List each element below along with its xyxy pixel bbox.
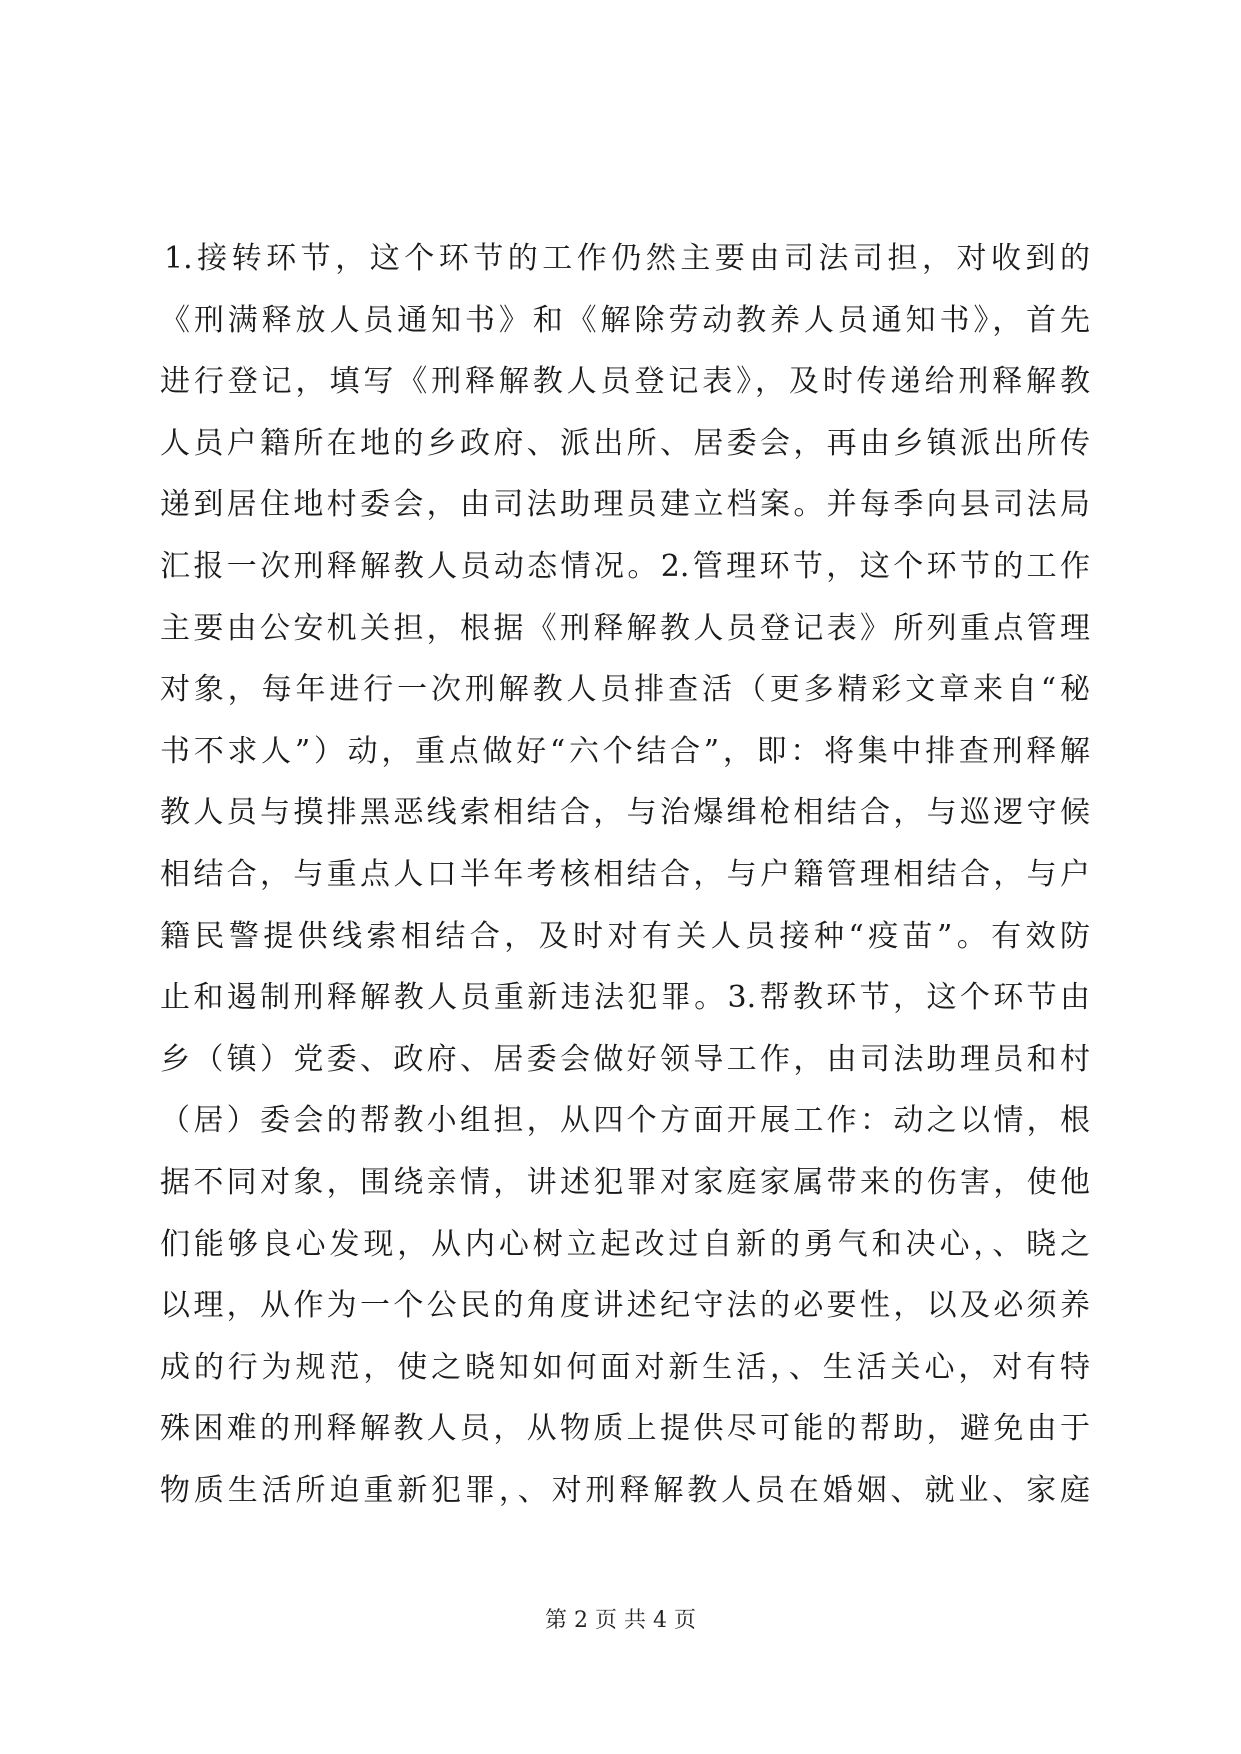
text-line: 们能够良心发现，从内心树立起改过自新的勇气和决心，、晓之 [160, 1226, 1090, 1262]
text-line: 物质生活所迫重新犯罪，、对刑释解教人员在婚姻、就业、家庭 [160, 1472, 1090, 1508]
text-line: 汇报一次刑释解教人员动态情况。2.管理环节，这个环节的工作 [160, 548, 1090, 584]
text-line: 递到居住地村委会，由司法助理员建立档案。并每季向县司法局 [160, 487, 1090, 523]
text-line: 《刑满释放人员通知书》和《解除劳动教养人员通知书》，首先 [160, 302, 1090, 338]
text-line: 乡（镇）党委、政府、居委会做好领导工作，由司法助理员和村 [160, 1041, 1090, 1077]
text-line: 殊困难的刑释解教人员，从物质上提供尽可能的帮助，避免由于 [160, 1411, 1090, 1447]
text-line: 书不求人”）动，重点做好“六个结合”，即：将集中排查刑释解 [160, 733, 1090, 769]
text-line: （居）委会的帮教小组担，从四个方面开展工作：动之以情，根 [160, 1103, 1090, 1139]
text-line: 成的行为规范，使之晓知如何面对新生活，、生活关心，对有特 [160, 1349, 1090, 1385]
text-line: 据不同对象，围绕亲情，讲述犯罪对家庭家属带来的伤害，使他 [160, 1164, 1090, 1200]
text-line: 籍民警提供线索相结合，及时对有关人员接种“疫苗”。有效防 [160, 918, 1090, 954]
text-line: 1.接转环节，这个环节的工作仍然主要由司法司担，对收到的 [164, 241, 1090, 276]
text-line: 相结合，与重点人口半年考核相结合，与户籍管理相结合，与户 [160, 856, 1090, 892]
page-number-footer: 第 2 页 共 4 页 [545, 1608, 696, 1633]
body-paragraph [160, 228, 1090, 1521]
text-line: 进行登记，填写《刑释解教人员登记表》，及时传递给刑释解教 [160, 364, 1090, 400]
text-line: 主要由公安机关担，根据《刑释解教人员登记表》所列重点管理 [160, 610, 1090, 646]
text-line: 止和遏制刑释解教人员重新违法犯罪。3.帮教环节，这个环节由 [160, 980, 1090, 1016]
text-line: 以理，从作为一个公民的角度讲述纪守法的必要性，以及必须养 [160, 1288, 1090, 1324]
text-line: 教人员与摸排黑恶线索相结合，与治爆缉枪相结合，与巡逻守候 [160, 795, 1090, 831]
text-line: 人员户籍所在地的乡政府、派出所、居委会，再由乡镇派出所传 [160, 425, 1090, 461]
text-line: 对象，每年进行一次刑解教人员排查活（更多精彩文章来自“秘 [160, 672, 1090, 708]
